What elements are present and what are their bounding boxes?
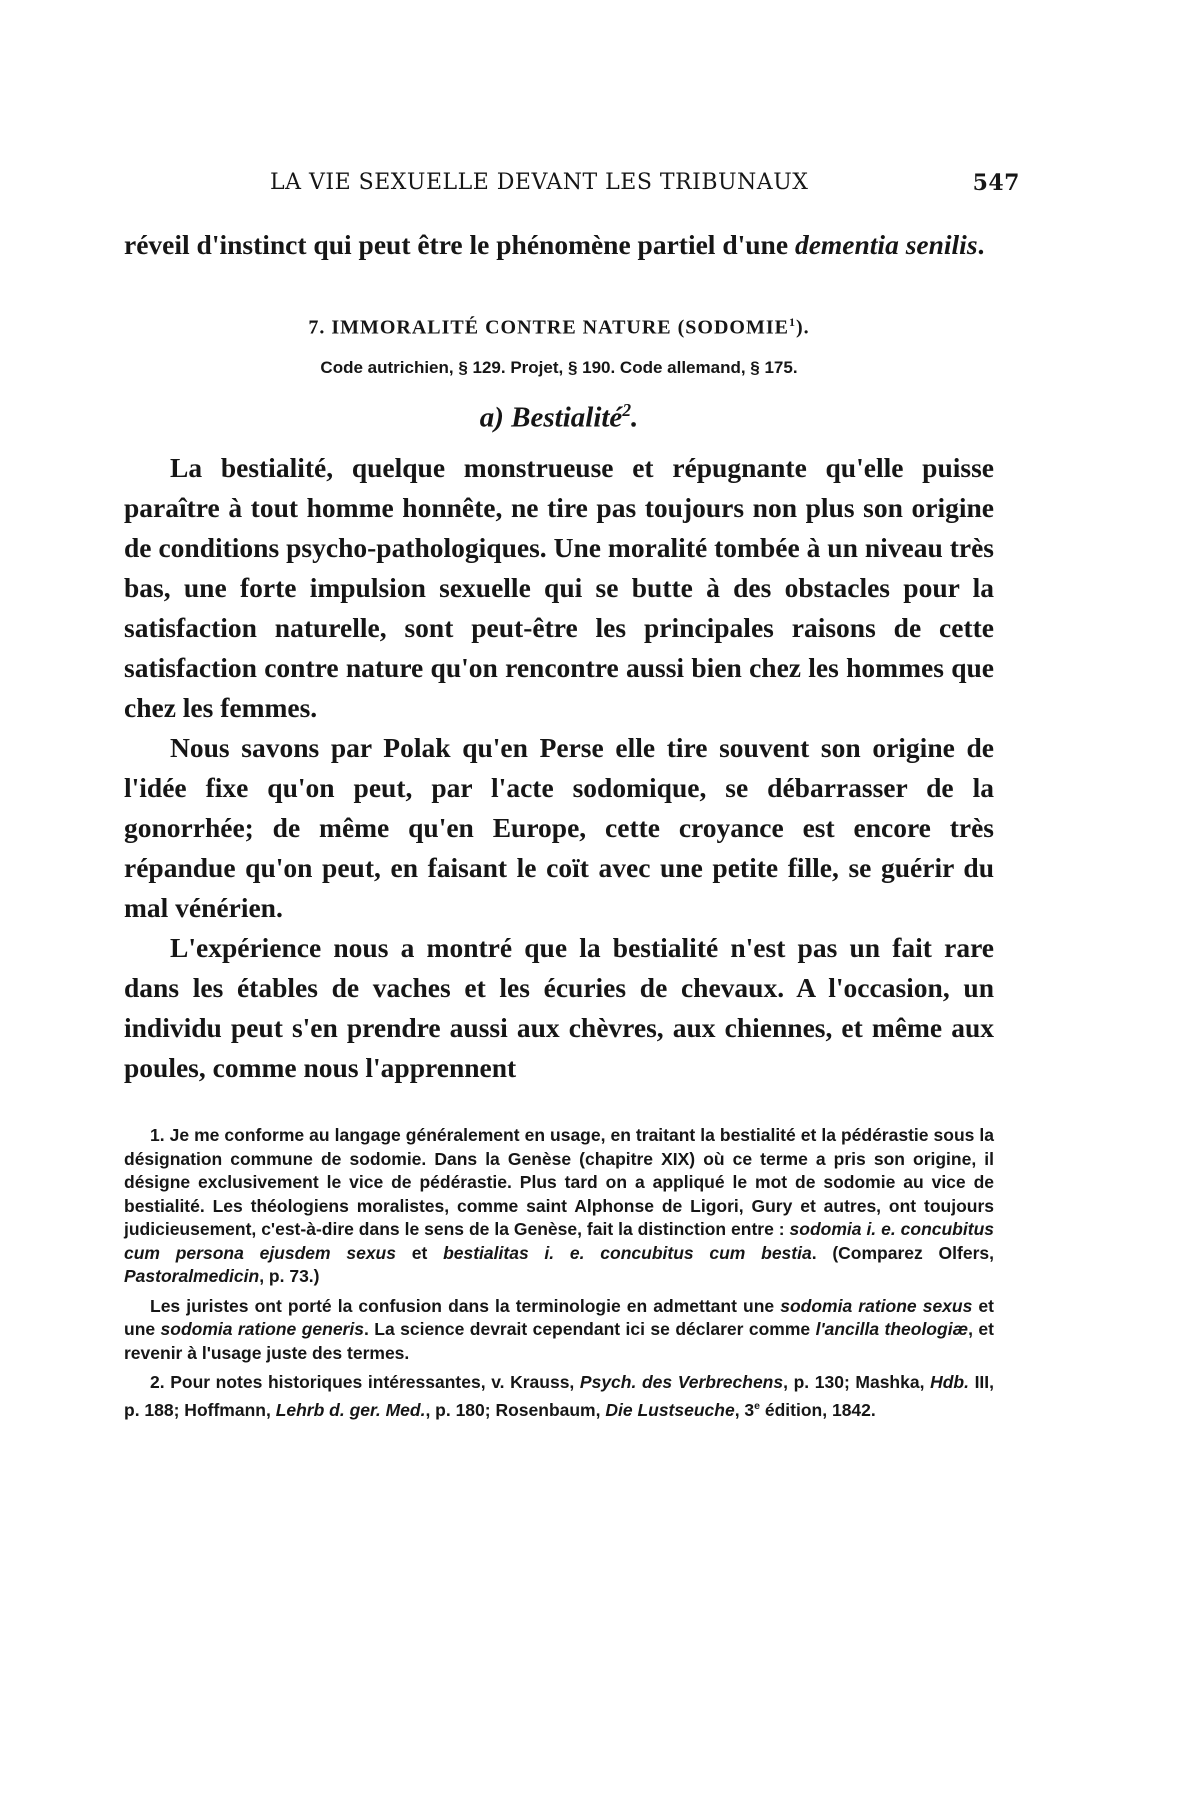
- footnote-1-italic: Pastoralmedicin: [124, 1266, 260, 1287]
- legal-references: Code autrichien, § 129. Projet, § 190. Code allemand, § 175.: [320, 357, 798, 377]
- footnote-1b-text: , et revenir à l'usage juste des termes.: [124, 1319, 994, 1363]
- footnotes: [124, 1124, 994, 1422]
- footnote-2: [124, 1371, 994, 1422]
- footnote-2-italic: Die Lustseuche: [605, 1399, 735, 1420]
- footnote-1b-text: et une: [124, 1295, 994, 1340]
- subsection-title-end: .: [631, 401, 639, 434]
- footnote-1-text: 1. Je me conforme au langage généralement en usage, en traitant la bestialité et la pédérastie sous la désignation commune de sodomie. Dans la Genèse (chapitre XIX) où ce terme a pris son origine, il désigne exclusivement le vice de pédérastie. Plus tard on a appliqué le mot de sodomie au vice de bestialité. Les théologiens moralistes, comme saint Alphonse de Ligori, Gury et autres, ont toujours judicieusement, c'est-à-dire dans le sens de la Genèse, fait la distinction entre :: [124, 1125, 994, 1240]
- footnote-1b-text: Les juristes ont porté la confusion dans la terminologie en admettant une: [150, 1295, 781, 1316]
- body-paragraph: La bestialité, quelque monstrueuse et répugnante qu'elle puisse paraître à tout homme honnête, ne tire pas toujours non plus son origine de conditions psycho-pathologiques. Une moralité tombée à un niveau très bas, une forte impulsion sexuelle qui se butte à des obstacles pour la satisfaction naturelle, sont peut-être les principales raisons de cette satisfaction contre nature qu'on rencontre aussi bien chez les hommes que chez les femmes.: [124, 452, 994, 724]
- section-title: [124, 315, 994, 340]
- section-title-text: 7. IMMORALITÉ CONTRE NATURE (SODOMIE: [308, 316, 789, 339]
- subsection-footnote-ref: 2: [622, 399, 632, 420]
- footnote-2-text: III, p. 188; Hoffmann,: [124, 1372, 995, 1420]
- footnote-2-text: édition, 1842.: [760, 1399, 876, 1420]
- footnote-1b-italic: l'ancilla theologiæ: [815, 1319, 969, 1340]
- footnote-1b-text: . La science devrait cependant ici se déclarer comme: [363, 1319, 816, 1340]
- footnote-2-italic: Hdb.: [930, 1372, 969, 1393]
- footnote-1-text: . (Comparez Olfers,: [811, 1242, 994, 1263]
- footnote-2-text: 2. Pour notes historiques intéressantes, v. Krauss,: [150, 1372, 580, 1393]
- page-body: [124, 225, 994, 1428]
- footnote-1: [124, 1124, 994, 1289]
- running-head-title: LA VIE SEXUELLE DEVANT LES TRIBUNAUX: [270, 170, 809, 195]
- body-paragraph: Nous savons par Polak qu'en Perse elle tire souvent son origine de l'idée fixe qu'on peut, par l'acte sodomique, se débarrasser de la gonorrhée; de même qu'en Europe, cette croyance est encore très répandue qu'on peut, en faisant le coït avec une petite fille, se guérir du mal vénérien.: [124, 732, 994, 924]
- intro-italic: dementia senilis: [794, 229, 978, 260]
- footnote-1-text: , p. 73.): [259, 1266, 320, 1287]
- footnote-2-italic: Lehrb d. ger. Med.: [275, 1399, 426, 1420]
- subsection-title-text: a) Bestialité: [479, 401, 623, 434]
- footnote-1-italic: sodomia i. e. concubitus cum persona ejusdem sexus: [124, 1219, 994, 1263]
- subsection-title: [124, 400, 994, 435]
- intro-text: réveil d'instinct qui peut être le phénomène partiel d'une: [124, 229, 795, 260]
- section-title-end: ).: [796, 316, 810, 339]
- footnote-1-italic: bestialitas i. e. concubitus cum bestia: [443, 1242, 812, 1263]
- footnote-1-text: et: [395, 1242, 444, 1263]
- intro-paragraph: [124, 225, 994, 265]
- footnote-2-italic: Psych. des Verbrechens: [579, 1372, 784, 1393]
- section-footnote-ref: 1: [789, 315, 796, 329]
- footnote-2-text: , p. 180; Rosenbaum,: [425, 1399, 606, 1420]
- intro-end: .: [977, 229, 985, 260]
- footnote-1-continued: [124, 1295, 994, 1366]
- footnote-2-text: , 3: [734, 1399, 755, 1420]
- footnote-2-superscript: e: [754, 1399, 761, 1412]
- body-paragraph: L'expérience nous a montré que la bestialité n'est pas un fait rare dans les étables de vaches et les écuries de chevaux. A l'occasion, un individu peut s'en prendre aussi aux chèvres, aux chiennes, et même aux poules, comme nous l'apprennent: [124, 932, 994, 1084]
- footnote-1b-italic: sodomia ratione sexus: [780, 1295, 973, 1316]
- page-number: 547: [972, 170, 1020, 196]
- footnote-1b-italic: sodomia ratione generis: [160, 1319, 364, 1340]
- footnote-2-text: , p. 130; Mashka,: [783, 1372, 931, 1393]
